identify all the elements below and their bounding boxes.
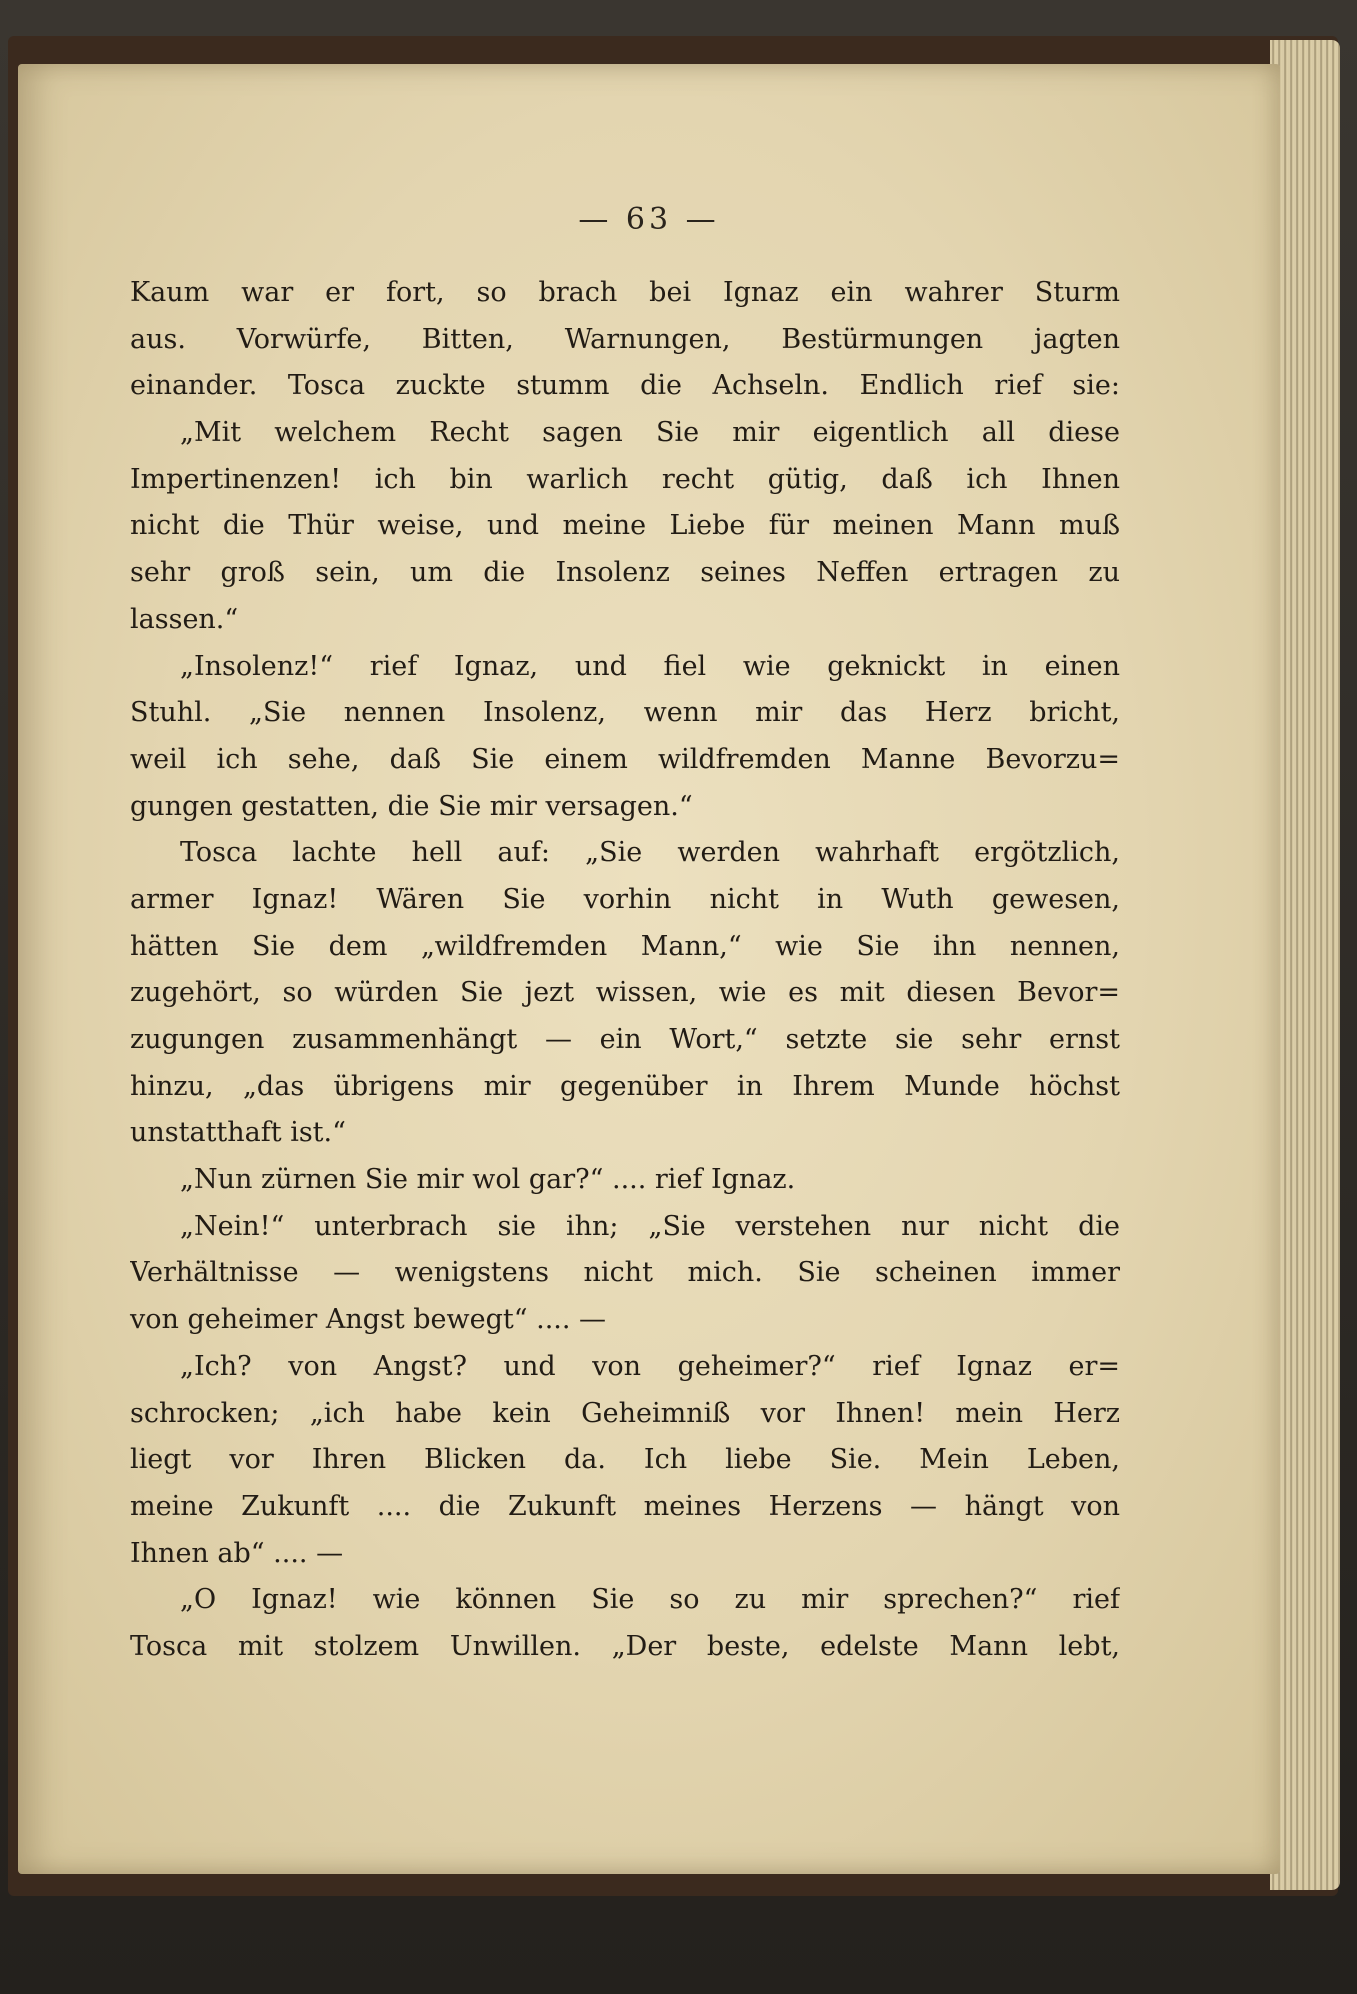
page-text [130, 270, 1120, 1671]
text-line: „Nun zürnen Sie mir wol gar?“ .... rief Ignaz. [180, 1164, 796, 1196]
text-line: „O Ignaz! wie können Sie so zu mir sprechen?“ rief [180, 1584, 1120, 1616]
text-line: „Mit welchem Recht sagen Sie mir eigentlich all diese [180, 417, 1120, 449]
text-line: gungen gestatten, die Sie mir versagen.“ [130, 790, 693, 822]
text-line: Verhältnisse — wenigstens nicht mich. Sie scheinen immer [130, 1257, 1120, 1289]
text-line: von geheimer Angst bewegt“ .... — [130, 1304, 607, 1336]
text-line: hinzu, „das übrigens mir gegenüber in Ihrem Munde höchst [130, 1070, 1120, 1102]
text-line: nicht die Thür weise, und meine Liebe für meinen Mann muß [130, 510, 1120, 542]
text-line: „Nein!“ unterbrach sie ihn; „Sie verstehen nur nicht die [180, 1210, 1120, 1242]
text-line: unstatthaft ist.“ [130, 1117, 346, 1149]
text-line: meine Zukunft .... die Zukunft meines Herzens — hängt von [130, 1490, 1120, 1522]
text-line: sehr groß sein, um die Insolenz seines Neffen ertragen zu [130, 557, 1120, 589]
book-page [18, 64, 1280, 1874]
text-line: weil ich sehe, daß Sie einem wildfremden Manne Bevorzu= [130, 743, 1120, 775]
text-line: Impertinenzen! ich bin warlich recht gütig, daß ich Ihnen [130, 463, 1120, 495]
text-line: „Ich? von Angst? und von geheimer?“ rief Ignaz er= [180, 1350, 1120, 1382]
text-line: Tosca lachte hell auf: „Sie werden wahrhaft ergötzlich, [180, 837, 1120, 869]
text-line: einander. Tosca zuckte stumm die Achseln. Endlich rief sie: [130, 370, 1120, 402]
text-line: Ihnen ab“ .... — [130, 1537, 344, 1569]
text-line: zugungen zusammenhängt — ein Wort,“ setzte sie sehr ernst [130, 1024, 1120, 1055]
page-edges [1270, 40, 1340, 1890]
text-line: liegt vor Ihren Blicken da. Ich liebe Sie. Mein Leben, [130, 1444, 1120, 1476]
text-line: Kaum war er fort, so brach bei Ignaz ein wahrer Sturm [130, 277, 1120, 308]
text-line: hätten Sie dem „wildfremden Mann,“ wie Sie ihn nennen, [130, 930, 1120, 962]
text-line: lassen.“ [130, 603, 239, 635]
text-line: aus. Vorwürfe, Bitten, Warnungen, Bestürmungen jagten [130, 323, 1120, 355]
text-line: Tosca mit stolzem Unwillen. „Der beste, edelste Mann lebt, [130, 1630, 1120, 1662]
text-line: Stuhl. „Sie nennen Insolenz, wenn mir das Herz bricht, [130, 697, 1120, 729]
text-line: schrocken; „ich habe kein Geheimniß vor Ihnen! mein Herz [130, 1397, 1120, 1429]
text-line: armer Ignaz! Wären Sie vorhin nicht in Wuth gewesen, [130, 883, 1120, 915]
text-line: „Insolenz!“ rief Ignaz, und fiel wie geknickt in einen [180, 650, 1120, 682]
page-number: — 63 — [578, 202, 720, 237]
text-line: zugehört, so würden Sie jezt wissen, wie es mit diesen Bevor= [130, 977, 1120, 1009]
